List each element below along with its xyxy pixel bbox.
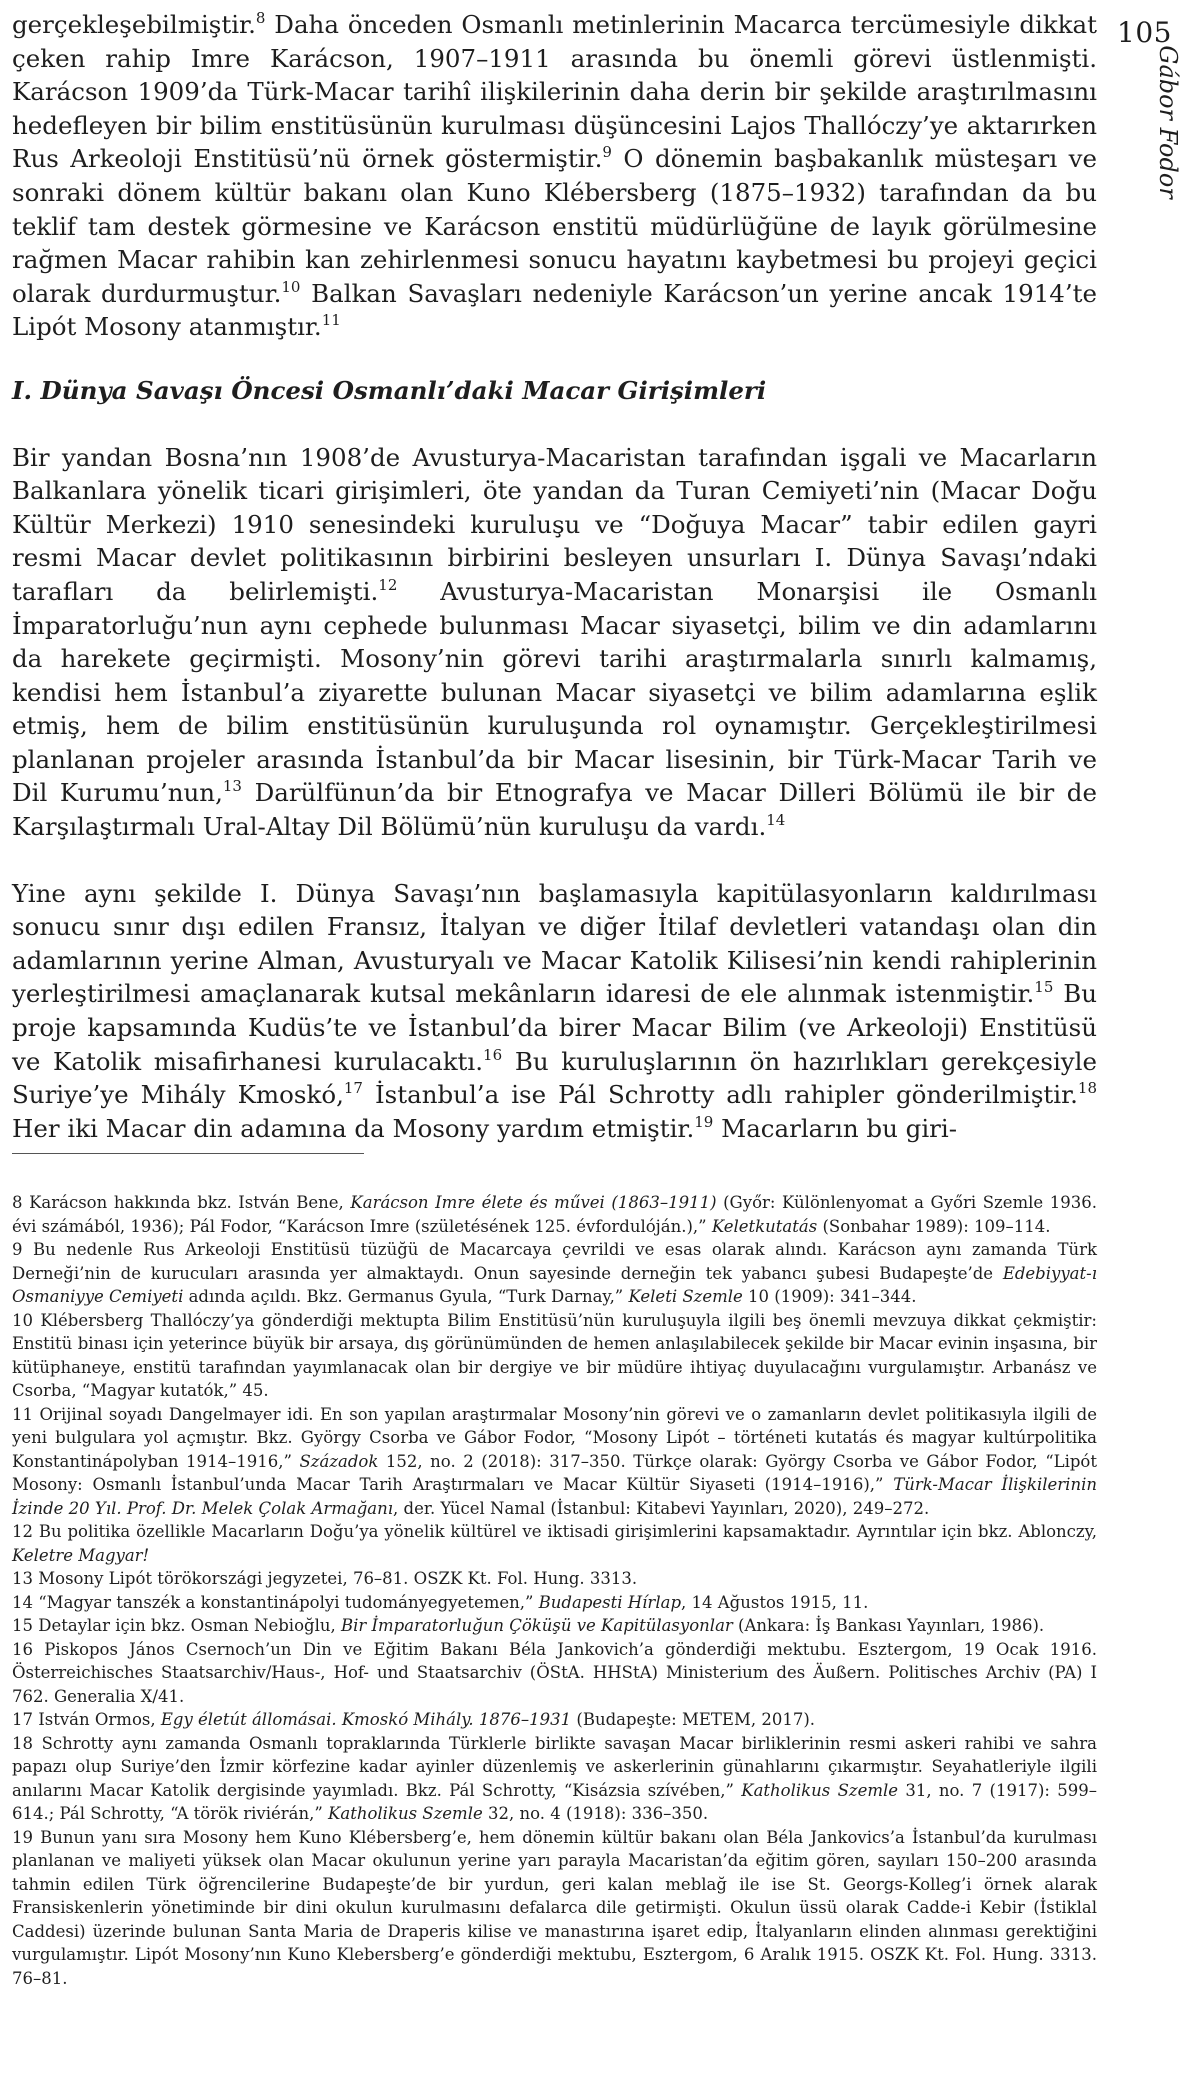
footnote-ref: 13 [222,777,242,796]
text-run: 14 “Magyar tanszék a konstantinápolyi tudományegyetemen,” [12,1592,539,1612]
text-run: 15 Detaylar için bkz. Osman Nebioğlu, [12,1616,341,1635]
running-author: Gábor Fodor [1154,45,1182,199]
footnote [12,1520,1097,1567]
text-run: 13 Mosony Lipót törökországi jegyzetei, 76–81. OSZK Kt. Fol. Hung. 3313. [12,1569,638,1588]
footnote [12,1591,1097,1615]
footnote [12,1614,1097,1638]
text-run: gerçekleşebilmiştir. [12,10,256,39]
text-run: 18 Schrotty aynı zamanda Osmanlı topraklarında Türklerle birlikte savaşan Macar birliklerinin resmi askeri rahibi ve sahra papazı olup Suriye’den İzmir körfezine kadar ayinler düzenlemiş ve askerlerinin günahlarını çıkarmıştır. Seyahatleriyle ilgili anılarını Macar Katolik dergisinde yayımladı. Bkz. Pál Schrotty, “Kisázsia szívében,” [12,1733,1097,1800]
footnote-ref: 10 [281,277,301,296]
italic-title: Egy életút állomásai. Kmoskó Mihály. 1876–1931 [160,1710,572,1729]
text-run: 31, no. 7 (1917): 599–614.; Pál Schrotty, “A török riviérán,” [12,1780,1097,1823]
footnote [12,1732,1097,1826]
footnote-ref: 8 [255,9,266,27]
footnotes [12,1191,1097,1990]
italic-title: Keleti Szemle [628,1287,743,1306]
footnote [12,1403,1097,1521]
italic-title: Bir İmparatorluğun Çöküşü ve Kapitülasyonlar [340,1616,733,1635]
italic-title: Edebiyyat-ı Osmaniyye Cemiyeti [12,1263,1097,1306]
text-run: Bu proje kapsamında Kudüs’te ve İstanbul’da birer Macar Bilim (ve Arkeoloji) Enstitüsü ve Katolik misafirhanesi kurulacaktı. [12,979,1097,1076]
text-run: (Ankara: İş Bankası Yayınları, 1986). [732,1616,1045,1635]
text-run: Yine aynı şekilde I. Dünya Savaşı’nın başlamasıyla kapitülasyonların kaldırılması sonucu sınır dışı edilen Fransız, İtalyan ve diğer İtilaf devletleri vatandaşı olan din adamlarının yerine Alman, Avusturyalı ve Macar Katolik Kilisesi’nin kendi rahiplerinin yerleştirilmesi amaçlanarak kutsal mekânların idaresi de ele alınmak istenmiştir. [12,878,1097,1009]
footnote [12,1708,1097,1732]
text-run: , 14 Ağustos 1915, 11. [681,1592,869,1612]
text-run: 152, no. 2 (2018): 317–350. Türkçe olarak: György Csorba ve Gábor Fodor, “Lipót Mosony: Osmanlı İstanbul’unda Macar Tarih Araştırmaları ve Macar Kültür Siyaseti (1914–1916),” [12,1451,1097,1494]
text-run: 9 Bu nedenle Rus Arkeoloji Enstitüsü tüzüğü de Macarcaya çevrildi ve esas olarak alındı. Karácson aynı zamanda Türk Derneği’nin de kurucuları arasında yer almaktaydı. Onun sayesinde derneğin tek yabancı şubesi Budapeşte’de [12,1240,1097,1283]
text-run: Bu kuruluşlarının ön hazırlıkları gerekçesiyle Suriye’ye Mihály Kmoskó, [12,1046,1097,1110]
footnote [12,1826,1097,1991]
section-heading: I. Dünya Savaşı Öncesi Osmanlı’daki Macar Girişimleri [12,375,767,405]
text-run: (Budapeşte: METEM, 2017). [571,1710,816,1729]
footnote-ref: 17 [343,1079,363,1098]
text-run: adında açıldı. Bkz. Germanus Gyula, “Turk Darnay,” [183,1287,629,1306]
paragraph [12,441,1097,844]
text-run: (Sonbahar 1989): 109–114. [817,1216,1051,1236]
page-number: 105 [1117,16,1172,49]
footnote-ref: 18 [1077,1079,1097,1098]
paragraph [12,8,1097,344]
text-run: 32, no. 4 (1918): 336–350. [482,1804,709,1823]
italic-title: Katholikus Szemle [741,1780,899,1800]
text-run: (Győr: Különlenyomat a Győri Szemle 1936. évi számából, 1936); Pál Fodor, “Karácson Imre (születésének 125. évfordulóján.),” [12,1193,1097,1236]
text-run: Her iki Macar din adamına da Mosony yardım etmiştir. [12,1113,695,1143]
text-run: Bir yandan Bosna’nın 1908’de Avusturya-Macaristan tarafından işgali ve Macarların Balkanlara yönelik ticari girişimleri, öte yandan da Turan Cemiyeti’nin (Macar Doğu Kültür Merkezi) 1910 senesindeki kuruluşu ve “Doğuya Macar” tabir edilen gayri resmi Macar devlet politikasının birbirini besleyen unsurları I. Dünya Savaşı’ndaki tarafları da belirlemişti. [12,442,1097,606]
footnote-rule [12,1153,364,1154]
text-run: 10 Klébersberg Thallóczy’ya gönderdiği mektupta Bilim Enstitüsü’nün kuruluşuyla ilgili beş önemli mevzuya dikkat çekmiştir: Enstitü binası için yeterince büyük bir arsaya, dış görünümünden de hemen anlaşılabilecek şekilde bir Macar evinin inşasına, bir kütüphaneye, enstitü tarafından yayımlanacak olan bir dergiye ve bir müdüre ihtiyaç duyulacağını vurgulamıştır. Arbanász ve Csorba, “Magyar kutatók,” 45. [12,1310,1097,1400]
text-run: Darülfünun’da bir Etnografya ve Macar Dilleri Bölümü ile bir de Karşılaştırmalı Ural-Altay Dil Bölümü’nün kuruluşu da vardı. [12,778,1097,842]
footnote [12,1191,1097,1238]
text-run: 10 (1909): 341–344. [742,1287,917,1306]
text-run: Balkan Savaşları nedeniyle Karácson’un yerine ancak 1914’te Lipót Mosony atanmıştır. [12,278,1098,342]
footnote-ref: 9 [602,143,612,162]
text-run: , der. Yücel Namal (İstanbul: Kitabevi Yayınları, 2020), 249–272. [393,1498,930,1518]
paragraph [12,877,1097,1146]
main-text [12,8,1097,1145]
text-run: İstanbul’a ise Pál Schrotty adlı rahipler gönderilmiştir. [362,1080,1078,1110]
footnote [12,1238,1097,1309]
italic-title: Türk-Macar İlişkilerinin İzinde 20 Yıl. Prof. Dr. Melek Çolak Armağanı [12,1475,1097,1518]
footnote-ref: 19 [694,1112,714,1131]
footnote-ref: 11 [321,311,341,330]
text-run: Avusturya-Macaristan Monarşisi ile Osmanlı İmparatorluğu’nun aynı cephede bulunması Macar siyasetçi, bilim ve din adamlarını da harekete geçirmişti. Mosony’nin görevi tarihi araştırmalarla sınırlı kalmamış, kendisi hem İstanbul’a ziyarette bulunan Macar siyasetçi ve bilim adamlarına eşlik etmiş, hem de bilim enstitüsünün kuruluşunda rol oynamıştır. Gerçekleştirilmesi planlanan projeler arasında İstanbul’da bir Macar lisesinin, bir Türk-Macar Tarih ve Dil Kurumu’nun, [12,576,1097,808]
italic-title: Katholikus Szemle [328,1804,483,1823]
italic-title: Budapesti Hírlap [538,1592,682,1612]
text-run: 8 Karácson hakkında bkz. István Bene, [12,1193,351,1212]
italic-title: Keletre Magyar! [12,1545,150,1565]
italic-title: Keletkutatás [711,1216,818,1236]
footnote [12,1309,1097,1403]
footnote-ref: 15 [1034,978,1054,997]
text-run: O dönemin başbakanlık müsteşarı ve sonraki dönem kültür bakanı olan Kuno Klébersberg (1875–1932) tarafından da bu teklif tam destek görmesine ve Karácson enstitü müdürlüğüne de layık görülmesine rağmen Macar rahibin kan zehirlenmesi sonucu hayatını kaybetmesi bu projeyi geçici olarak durdurmuştur. [12,144,1097,308]
italic-title: Századok [299,1451,379,1471]
text-run: Macarların bu giri- [713,1113,958,1143]
text-run: Daha önceden Osmanlı metinlerinin Macarca tercümesiyle dikkat çeken rahip Imre Karácson, 1907–1911 arasında bu önemli görevi üstlenmişti. Karácson 1909’da Türk-Macar tarihî ilişkilerinin daha derin bir şekilde araştırılmasını hedefleyen bir bilim enstitüsünün kurulması düşüncesini Lajos Thallóczy’ye aktarırken Rus Arkeoloji Enstitüsü’nü örnek göstermiştir. [12,10,1097,174]
footnote-ref: 12 [378,575,398,594]
text-run: 11 Orijinal soyadı Dangelmayer idi. En son yapılan araştırmalar Mosony’nin görevi ve o zamanların devlet politikasıyla ilgili de yeni bulgulara yol açmıştır. Bkz. György Csorba ve Gábor Fodor, “Mosony Lipót – történeti kutatás és magyar kultúrpolitika Konstantinápolyban 1914–1916,” [12,1404,1097,1471]
footnote-ref: 14 [766,811,786,830]
footnote [12,1638,1097,1709]
footnote-ref: 16 [483,1045,503,1064]
text-run: 16 Piskopos János Csernoch’un Din ve Eğitim Bakanı Béla Jankovich’a gönderdiği mektubu. Esztergom, 19 Ocak 1916. Österreichisches Staatsarchiv/Haus-, Hof- und Staatsarchiv (ÖStA. HHStA) Ministerium des Äußern. Politisches Archiv (PA) I 762. Generalia X/41. [12,1639,1097,1706]
italic-title: Karácson Imre élete és művei (1863–1911) [350,1193,717,1212]
text-run: 12 Bu politika özellikle Macarların Doğu’ya yönelik kültürel ve iktisadi girişimlerini kapsamaktadır. Ayrıntılar için bkz. Ablonczy, [12,1522,1097,1541]
footnote [12,1567,1097,1591]
text-run: 17 István Ormos, [12,1710,161,1729]
text-run: 19 Bunun yanı sıra Mosony hem Kuno Klébersberg’e, hem dönemin kültür bakanı olan Béla Jankovics’a İstanbul’da kurulması planlanan ve maliyeti yüksek olan Macar okulunun yerine yarı parayla Macaristan’da eğitim gören, sayıları 150–200 arasında tahmin edilen Türk öğrencilerine Budapeşte’de bir yurdun, geri kalan meblağ ile ise St. Georgs-Kolleg’i örnek alarak Fransiskenlerin yönetiminde bir dini okulun kurulmasını defalarca dile getirmişti. Okulun üssü olarak Cadde-i Kebir (İstiklal Caddesi) üzerinde bulunan Santa Maria de Draperis kilise ve manastırına işaret edip, İtalyanların elinden alınması gerektiğini vurgulamıştır. Lipót Mosony’nın Kuno Klebersberg’e gönderdiği mektubu, Esztergom, 6 Aralık 1915. OSZK Kt. Fol. Hung. 3313. 76–81. [12,1827,1097,1988]
